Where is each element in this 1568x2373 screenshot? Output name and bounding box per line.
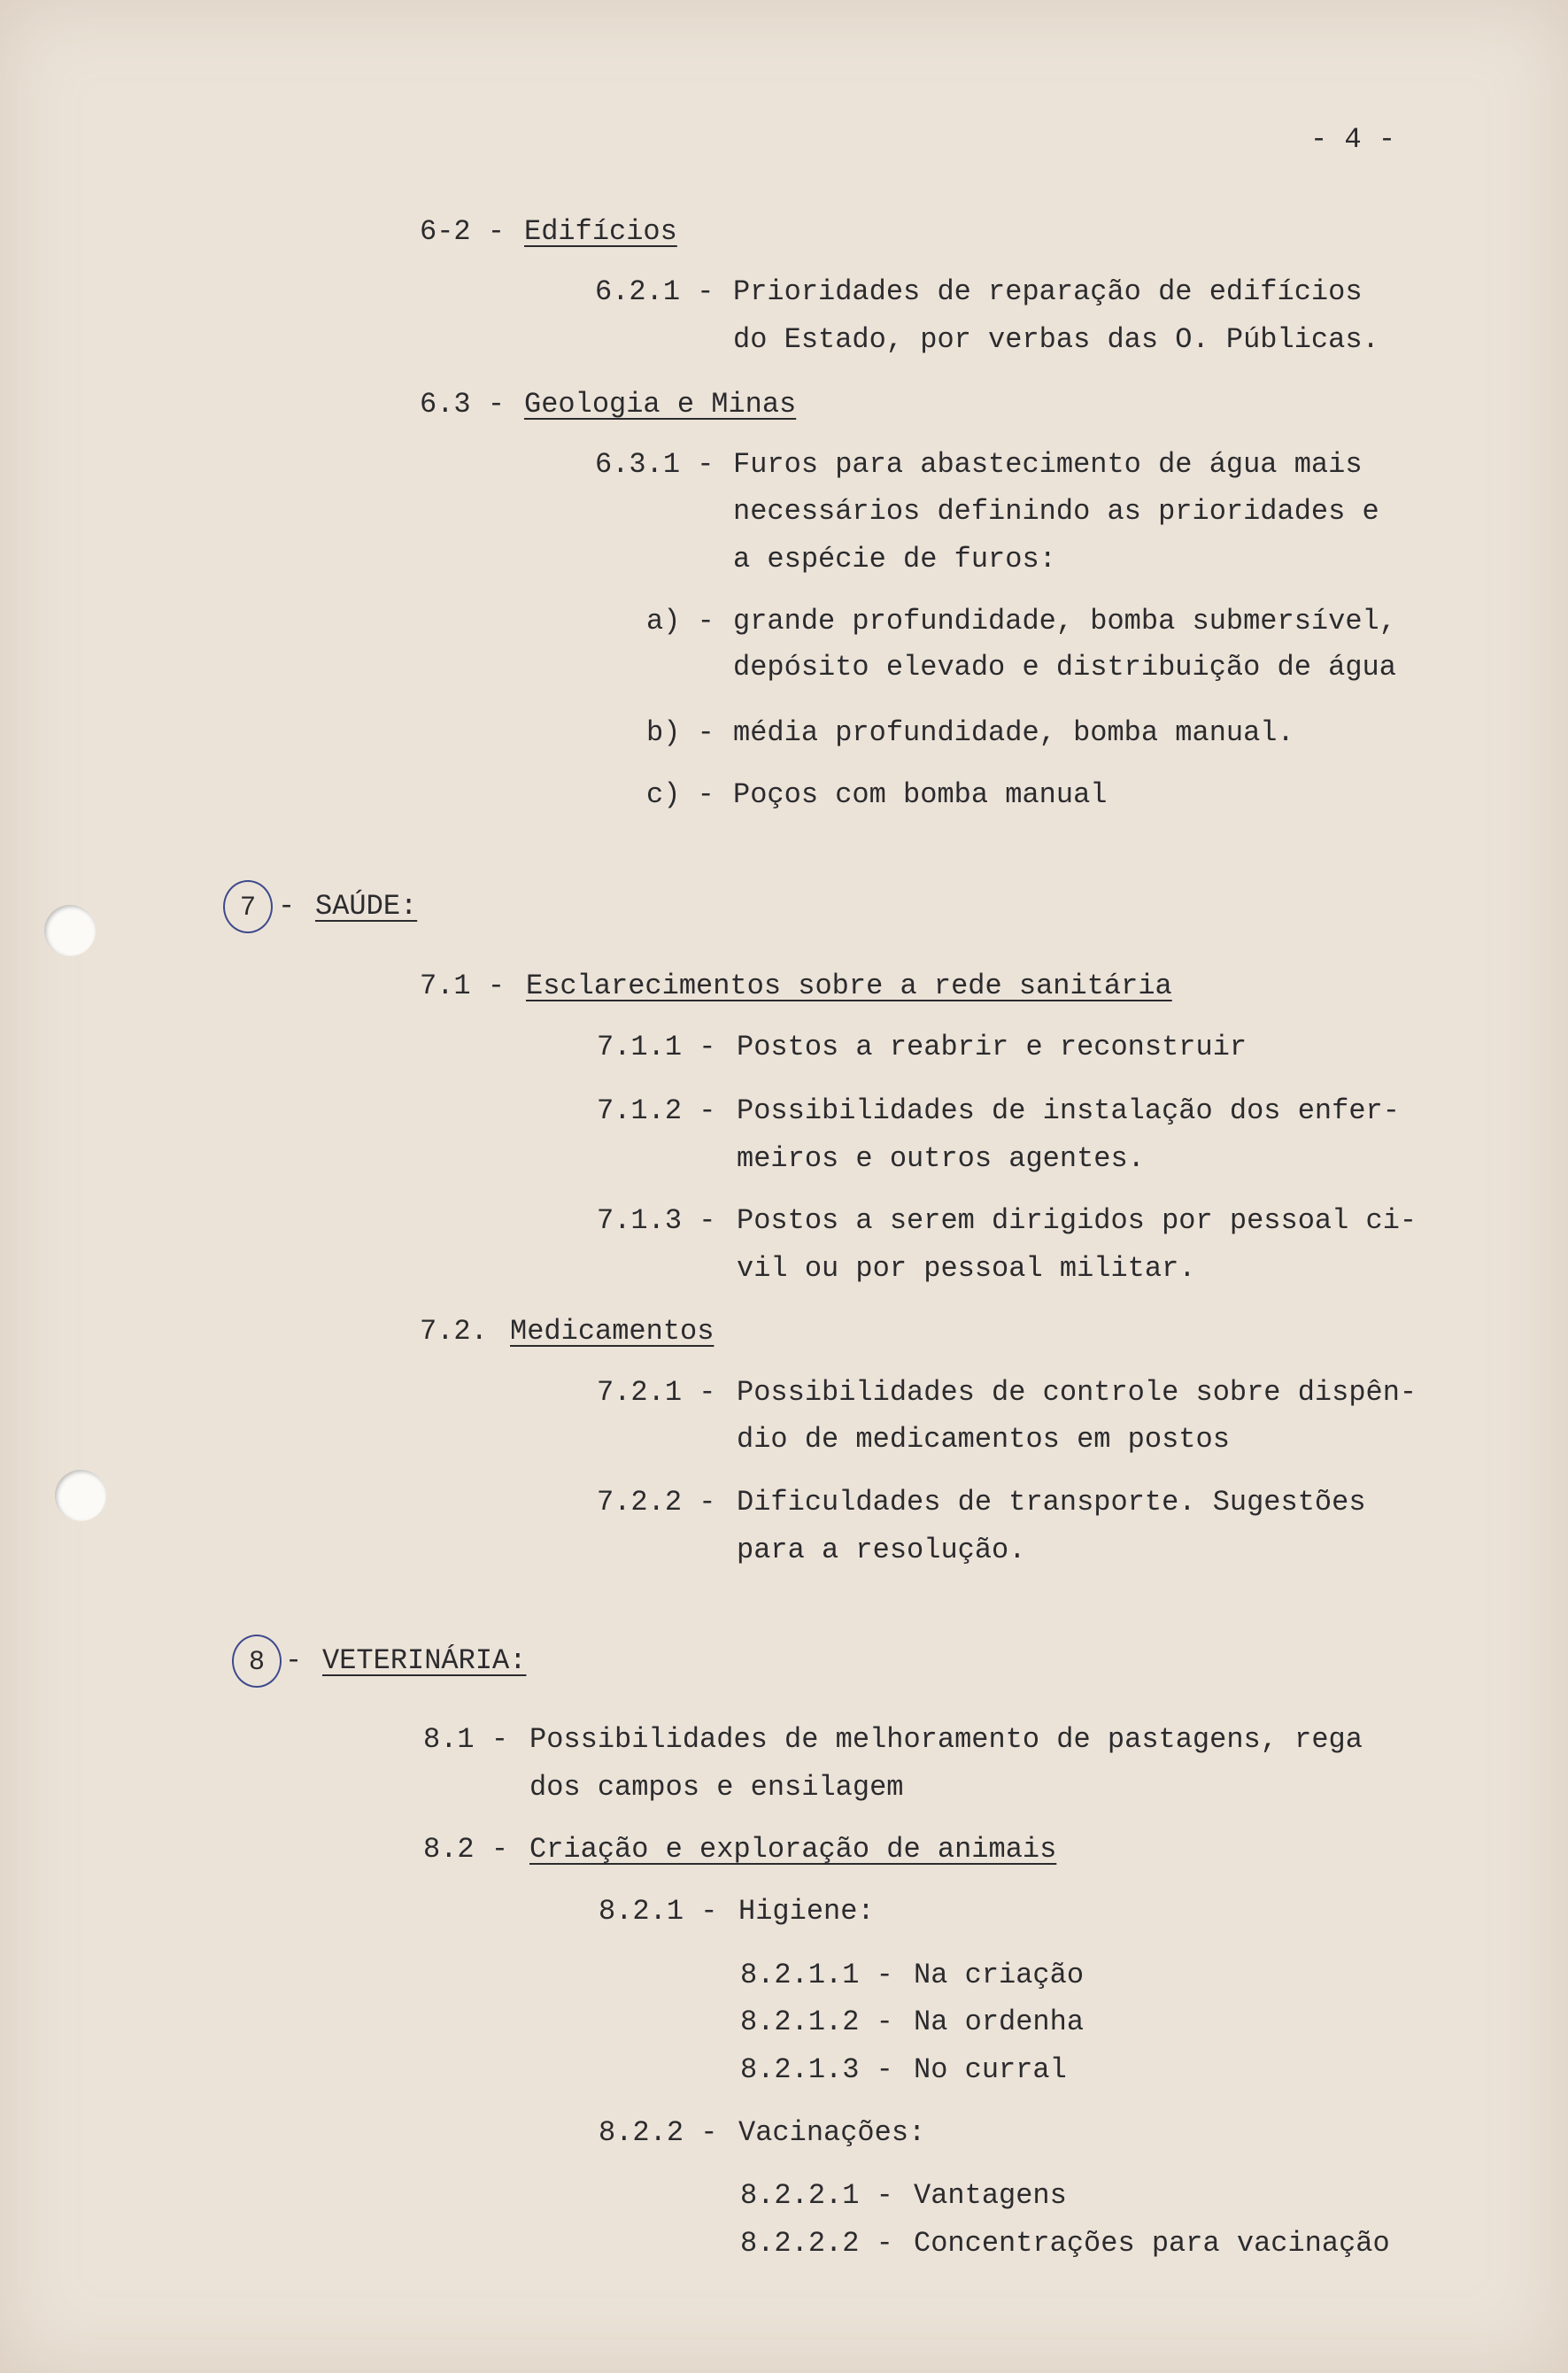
item-7-2-2-number: 7.2.2 - xyxy=(597,1486,716,1519)
item-7-1-3-line-2: vil ou por pessoal militar. xyxy=(737,1252,1196,1285)
item-8-1-number: 8.1 - xyxy=(423,1723,509,1756)
item-c-label: c) - xyxy=(646,778,714,811)
item-8-2-title: Criação e exploração de animais xyxy=(529,1833,1057,1866)
item-6-2-1-number: 6.2.1 - xyxy=(595,275,714,308)
item-8-2-2-1-text: Vantagens xyxy=(914,2179,1067,2212)
item-7-2-title: Medicamentos xyxy=(510,1315,714,1348)
section-7-dash: - xyxy=(278,890,296,923)
item-6-3-number: 6.3 - xyxy=(420,388,506,421)
item-7-1-title: Esclarecimentos sobre a rede sanitária xyxy=(526,970,1172,1002)
item-6-2-1-line-1: Prioridades de reparação de edifícios xyxy=(733,275,1363,308)
item-8-2-2-1-number: 8.2.2.1 - xyxy=(740,2179,893,2212)
item-7-2-1-line-1: Possibilidades de controle sobre dispên- xyxy=(737,1376,1417,1409)
item-7-2-2-line-1: Dificuldades de transporte. Sugestões xyxy=(737,1486,1366,1519)
item-6-2-title: Edifícios xyxy=(524,215,677,248)
item-8-2-1-2-number: 8.2.1.2 - xyxy=(740,2006,893,2038)
item-8-2-1-number: 8.2.1 - xyxy=(599,1895,718,1928)
item-b-text: média profundidade, bomba manual. xyxy=(733,716,1294,749)
item-6-3-title: Geologia e Minas xyxy=(524,388,797,421)
section-8-title: VETERINÁRIA: xyxy=(322,1644,527,1677)
item-6-3-1-line-3: a espécie de furos: xyxy=(733,543,1056,576)
item-8-1-line-1: Possibilidades de melhoramento de pastagens, rega xyxy=(529,1723,1363,1756)
item-7-1-3-line-1: Postos a serem dirigidos por pessoal ci- xyxy=(737,1204,1417,1237)
item-8-2-1-1-text: Na criação xyxy=(914,1959,1085,1991)
item-7-1-number: 7.1 - xyxy=(420,970,506,1002)
item-6-3-1-line-2: necessários definindo as prioridades e xyxy=(733,495,1379,528)
item-a-line-2: depósito elevado e distribuição de água xyxy=(733,651,1396,684)
item-8-2-1-1-number: 8.2.1.1 - xyxy=(740,1959,893,1991)
item-8-2-1-3-number: 8.2.1.3 - xyxy=(740,2053,893,2086)
item-7-2-1-line-2: dio de medicamentos em postos xyxy=(737,1423,1230,1456)
item-c-text: Poços com bomba manual xyxy=(733,778,1108,811)
item-7-1-3-number: 7.1.3 - xyxy=(597,1204,716,1237)
section-8-circle-mark xyxy=(232,1635,282,1688)
item-8-2-2-text: Vacinações: xyxy=(738,2116,926,2149)
item-a-line-1: grande profundidade, bomba submersível, xyxy=(733,605,1396,638)
item-8-1-line-2: dos campos e ensilagem xyxy=(529,1771,904,1804)
item-8-2-2-number: 8.2.2 - xyxy=(599,2116,718,2149)
item-7-2-number: 7.2. xyxy=(420,1315,488,1348)
item-7-1-1-text: Postos a reabrir e reconstruir xyxy=(737,1031,1247,1063)
section-8-number: 8 xyxy=(249,1646,265,1675)
item-8-2-1-2-text: Na ordenha xyxy=(914,2006,1085,2038)
item-7-1-2-line-1: Possibilidades de instalação dos enfer- xyxy=(737,1094,1400,1127)
item-8-2-1-3-text: No curral xyxy=(914,2053,1067,2086)
item-b-label: b) - xyxy=(646,716,714,749)
section-7-circle-mark xyxy=(223,880,273,933)
item-7-1-2-number: 7.1.2 - xyxy=(597,1094,716,1127)
item-6-2-1-line-2: do Estado, por verbas das O. Públicas. xyxy=(733,323,1379,356)
item-6-2-number: 6-2 - xyxy=(420,215,506,248)
section-7-number: 7 xyxy=(240,892,256,921)
binder-hole-bottom xyxy=(55,1470,106,1521)
item-6-3-1-line-1: Furos para abastecimento de água mais xyxy=(733,448,1363,481)
item-a-label: a) - xyxy=(646,605,714,638)
item-8-2-number: 8.2 - xyxy=(423,1833,509,1866)
section-8-dash: - xyxy=(285,1644,303,1677)
item-8-2-1-text: Higiene: xyxy=(738,1895,875,1928)
item-7-1-1-number: 7.1.1 - xyxy=(597,1031,716,1063)
item-8-2-2-2-text: Concentrações para vacinação xyxy=(914,2227,1390,2260)
item-6-3-1-number: 6.3.1 - xyxy=(595,448,714,481)
item-7-1-2-line-2: meiros e outros agentes. xyxy=(737,1142,1145,1175)
item-8-2-2-2-number: 8.2.2.2 - xyxy=(740,2227,893,2260)
page-number: - 4 - xyxy=(1310,123,1396,156)
section-7-title: SAÚDE: xyxy=(315,890,418,923)
item-7-2-2-line-2: para a resolução. xyxy=(737,1534,1026,1566)
binder-hole-top xyxy=(44,905,96,956)
item-7-2-1-number: 7.2.1 - xyxy=(597,1376,716,1409)
